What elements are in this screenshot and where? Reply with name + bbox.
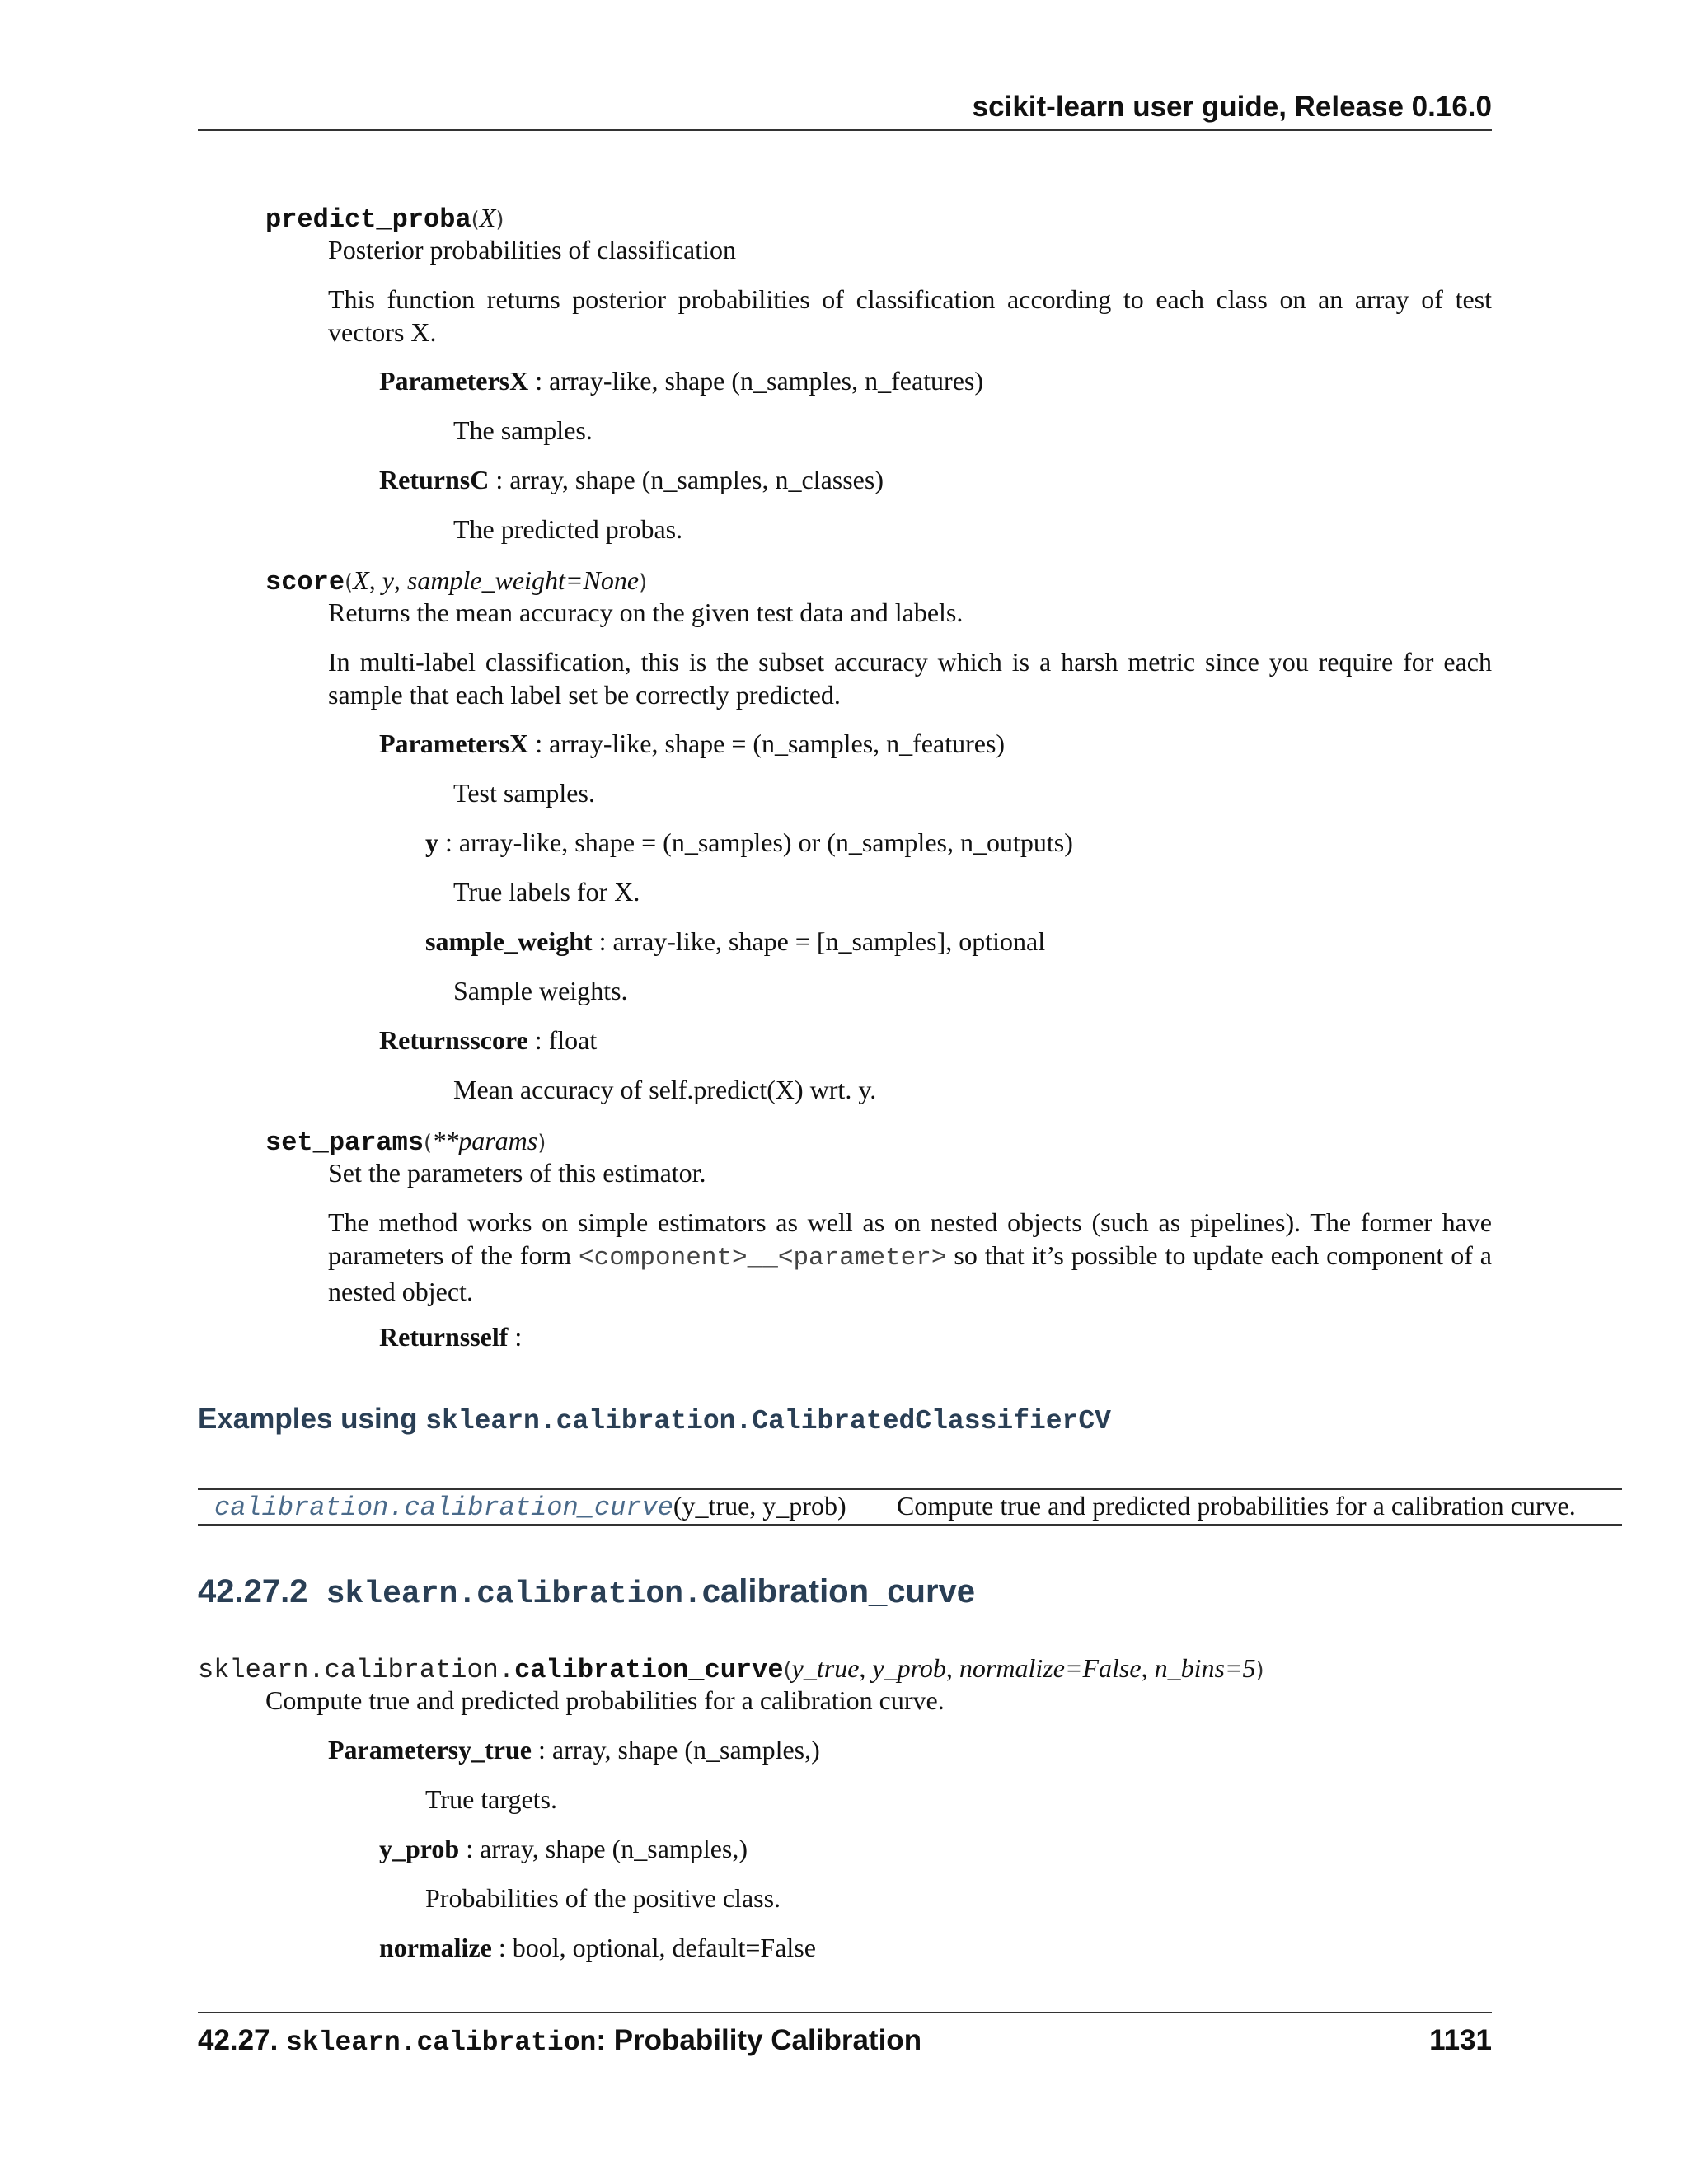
calibration-curve-param-y-prob-desc: Probabilities of the positive class. [425,1883,781,1913]
header-rule [198,129,1492,131]
score-param-y: y : array-like, shape = (n_samples) or (n_samples, n_outputs) [425,827,1073,857]
score-param-x: ParametersX : array-like, shape = (n_samples, n_features) [379,729,1006,758]
score-summary: Returns the mean accuracy on the given test data and labels. [328,598,964,627]
page-number: 1131 [1429,2024,1492,2056]
calibration-curve-signature: sklearn.calibration.calibration_curve(y_true, y_prob, normalize=False, n_bins=5) [198,1653,1264,1685]
table-bottom-rule [198,1524,1622,1526]
method-arg: X [479,203,496,232]
set-params-description: The method works on simple estimators as well as on nested objects (such as pipelines). The former have parameters of the form <component>__<parameter> so that it’s possible to update each component of a nested object. [328,1207,1492,1306]
running-header: scikit-learn user guide, Release 0.16.0 [972,91,1492,123]
inline-code: <component>__<parameter> [579,1244,947,1272]
score-description: In multi-label classification, this is the subset accuracy which is a harsh metric since you require for each sample that each label set be correctly predicted. [328,647,1492,710]
function-name: calibration_curve [514,1655,784,1685]
examples-heading: Examples using sklearn.calibration.CalibratedClassifierCV [198,1403,1111,1436]
examples-row-description: Compute true and predicted probabilities for a calibration curve. [897,1491,1576,1521]
score-param-sample-weight: sample_weight : array-like, shape = [n_samples], optional [425,926,1046,956]
examples-row-function: calibration.calibration_curve(y_true, y_prob) [214,1491,846,1523]
predict-proba-signature: predict_proba(X) [265,203,504,235]
predict-proba-summary: Posterior probabilities of classification [328,235,736,265]
method-name: score [265,567,345,598]
predict-proba-param-desc: The samples. [453,415,593,445]
section-heading: 42.27.2 sklearn.calibration.calibration_curve [198,1573,976,1612]
score-param-y-desc: True labels for X. [453,877,640,907]
score-param-sample-weight-desc: Sample weights. [453,976,628,1005]
predict-proba-param: ParametersX : array-like, shape (n_samples, n_features) [379,366,984,396]
predict-proba-return-desc: The predicted probas. [453,514,683,544]
calibration-curve-param-y-prob: y_prob : array, shape (n_samples,) [379,1834,748,1863]
footer-rule [198,2012,1492,2013]
predict-proba-returns: ReturnsC : array, shape (n_samples, n_classes) [379,465,884,494]
predict-proba-description: This function returns posterior probabilities of classification according to each class on an array of test vectors X. [328,284,1492,347]
set-params-returns: Returnsself : [379,1322,523,1352]
footer-section-title: 42.27. sklearn.calibration: Probability Calibration [198,2024,922,2058]
calibration-curve-link[interactable]: calibration.calibration_curve [214,1493,673,1523]
calibration-curve-param-y-true: Parametersy_true : array, shape (n_samples,) [328,1735,820,1765]
calibration-curve-param-y-true-desc: True targets. [425,1784,557,1814]
method-name: predict_proba [265,204,471,235]
score-signature: score(X, y, sample_weight=None) [265,565,648,598]
set-params-signature: set_params(**params) [265,1126,546,1158]
score-return-desc: Mean accuracy of self.predict(X) wrt. y. [453,1075,877,1104]
score-returns: Returnsscore : float [379,1025,598,1055]
set-params-summary: Set the parameters of this estimator. [328,1158,706,1188]
method-name: set_params [265,1127,424,1158]
score-param-x-desc: Test samples. [453,778,595,808]
calibration-curve-param-normalize: normalize : bool, optional, default=False [379,1933,816,1962]
calibration-curve-summary: Compute true and predicted probabilities for a calibration curve. [265,1685,945,1715]
